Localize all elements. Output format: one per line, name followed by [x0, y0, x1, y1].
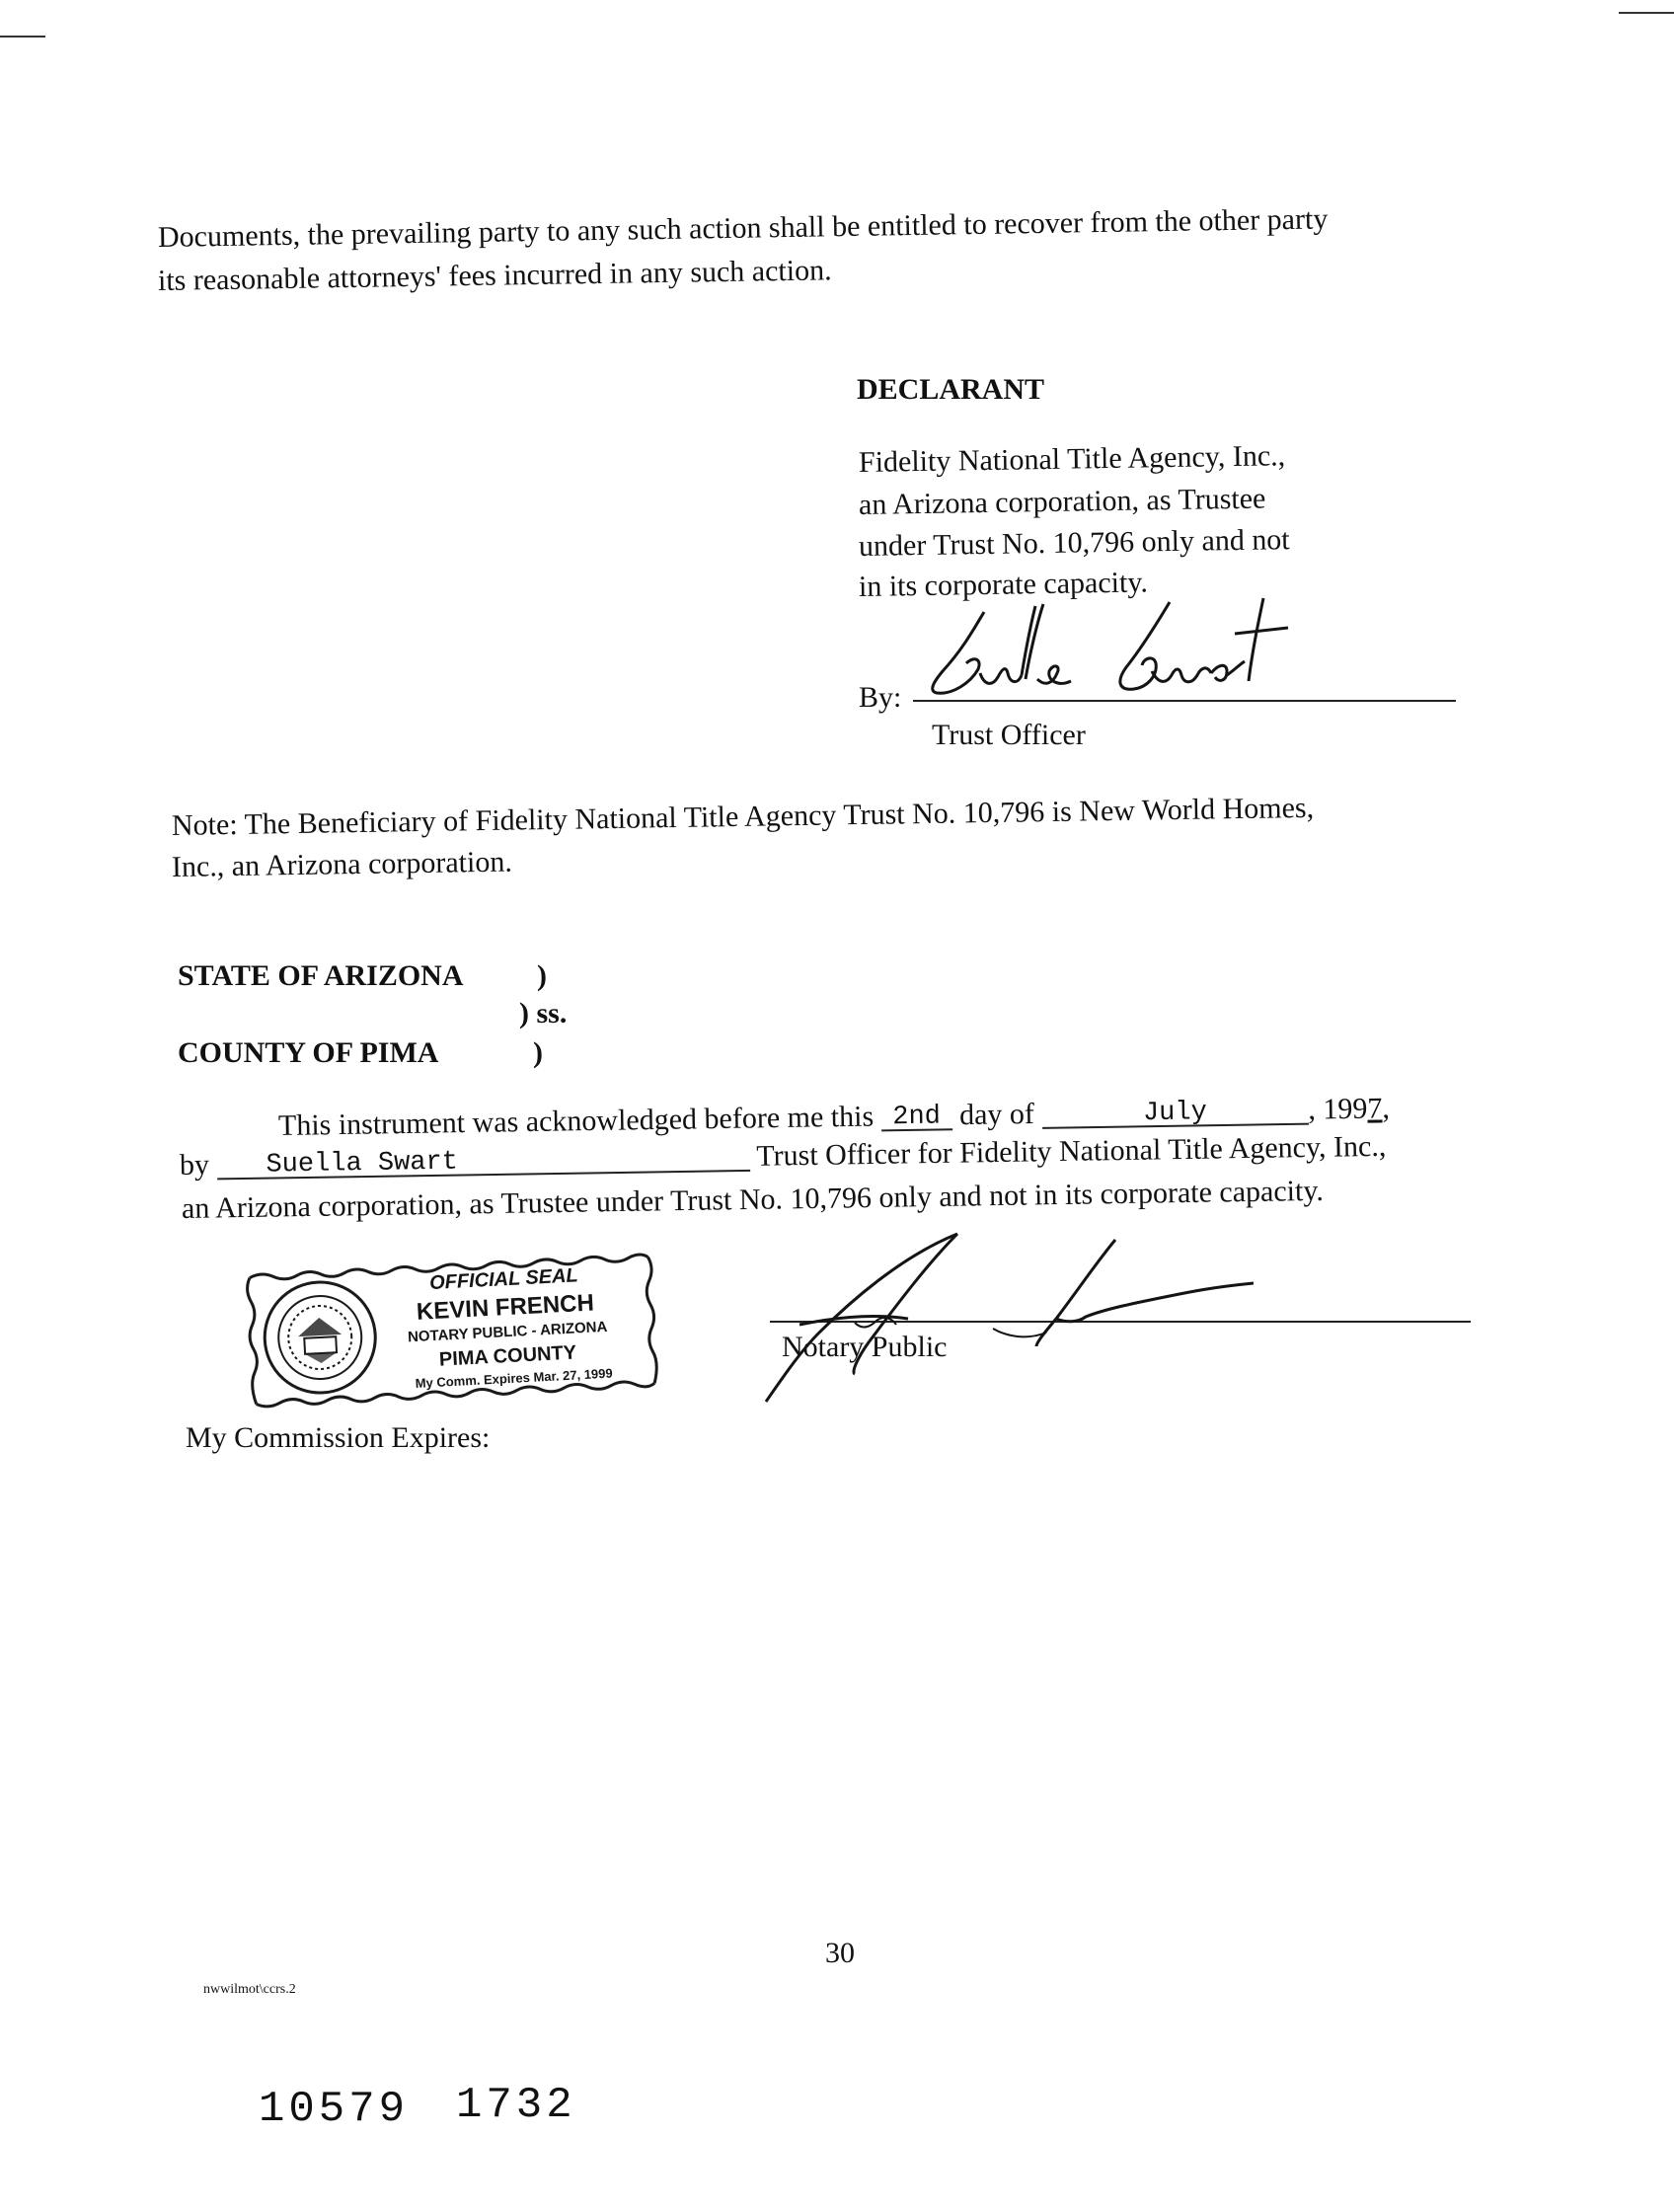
ack-day-value: 2nd [892, 1102, 942, 1133]
venue-ss: ) ss. [519, 997, 568, 1030]
ack-day-of: day of [958, 1097, 1035, 1132]
ack-year-suffix: , [1382, 1092, 1391, 1125]
page-number: 30 [825, 1937, 855, 1969]
note-line-2: Inc., an Arizona corporation. [171, 845, 513, 883]
declarant-signature [923, 592, 1337, 711]
ack-month-field [1041, 1094, 1308, 1129]
seal-county: PIMA COUNTY [438, 1341, 577, 1371]
venue-state: STATE OF ARIZONA [178, 959, 464, 992]
acknowledgment-line-3: an Arizona corporation, as Trustee under Trust No. 10,796 only and not in its corporate capacity. [181, 1174, 1325, 1225]
declarant-entity-line-2: an Arizona corporation, as Trustee [858, 482, 1266, 521]
declarant-entity-line-3: under Trust No. 10,796 only and not [858, 523, 1290, 563]
recording-page: 1732 [456, 2081, 576, 2130]
file-reference: nwwilmot\ccrs.2 [203, 1982, 296, 1997]
seal-name: KEVIN FRENCH [416, 1289, 595, 1326]
declarant-entity-line-4: in its corporate capacity. [858, 566, 1149, 603]
seal-official-seal: OFFICIAL SEAL [428, 1264, 579, 1295]
by-label: By: [859, 681, 902, 714]
seal-notary-public: NOTARY PUBLIC - ARIZONA [407, 1318, 608, 1346]
ack-day-field [880, 1099, 951, 1131]
recording-number: 10579 [259, 2085, 410, 2134]
venue-paren-2: ) [533, 1036, 543, 1069]
ack-month-value: July [1142, 1098, 1208, 1129]
ack-signer-field [216, 1140, 749, 1180]
declarant-entity-line-1: Fidelity National Title Agency, Inc., [858, 439, 1286, 479]
ack-intro: This instrument was acknowledged before me this [277, 1100, 875, 1142]
body-text-line-1: Documents, the prevailing party to any such action shall be entitled to recover from the other party [157, 202, 1329, 254]
seal-expiration: My Comm. Expires Mar. 27, 1999 [415, 1365, 613, 1392]
notary-signature [760, 1224, 1254, 1411]
ack-year-digit: 7 [1367, 1092, 1383, 1125]
official-seal-stamp [241, 1245, 662, 1414]
ack-signer-value: Suella Swart [266, 1147, 459, 1181]
ack-line-2-suffix: Trust Officer for Fidelity National Title Agency, Inc., [756, 1129, 1387, 1173]
commission-expires-label: My Commission Expires: [186, 1421, 491, 1454]
note-line-1: Note: The Beneficiary of Fidelity National Title Agency Trust No. 10,796 is New World Homes, [171, 791, 1315, 842]
body-text-line-2: its reasonable attorneys' fees incurred in any such action. [157, 254, 832, 297]
venue-paren-1: ) [537, 959, 547, 992]
ack-by-label: by [179, 1148, 210, 1182]
declarant-title: Trust Officer [932, 719, 1086, 751]
notary-public-label: Notary Public [782, 1331, 948, 1363]
scan-mark-right [1619, 12, 1674, 14]
scan-mark-left [0, 36, 45, 38]
declarant-heading: DECLARANT [857, 373, 1045, 406]
venue-county: COUNTY OF PIMA [178, 1036, 439, 1069]
ack-year-prefix: , 199 [1308, 1092, 1368, 1126]
